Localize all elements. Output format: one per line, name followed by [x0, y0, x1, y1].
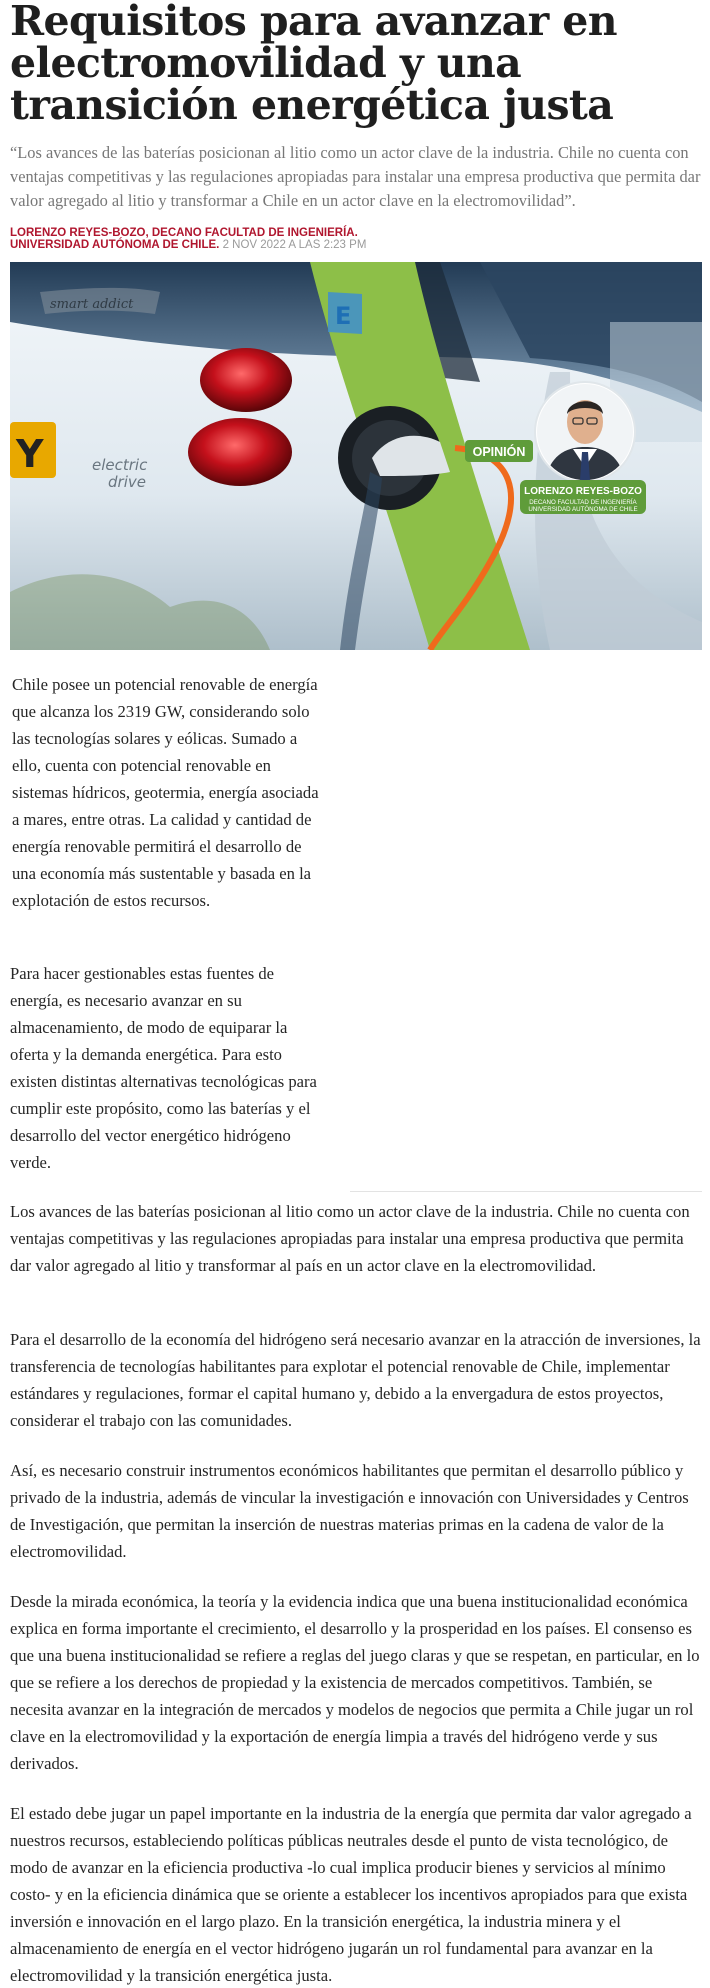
paragraph-3-text: Los avances de las baterías posicionan al litio como un actor clave de la industria. Chile no cuenta con ventajas competitivas y las regulaciones apropiadas para instalar una empresa productiva que permita dar valor agregado al litio y transformar al país en un actor clave en la electromovilidad. — [10, 1202, 690, 1275]
paragraph-5: Así, es necesario construir instrumentos económicos habilitantes que permitan el desarrollo público y privado de la industria, además de vincular la investigación e innovación con Universidades y Centros de Investigación, que permitan la inserción de nuestras materias primas en la cadena de valor de la electromovilidad. — [10, 1461, 689, 1561]
article-header — [10, 0, 702, 251]
svg-text:DECANO FACULTAD DE INGENIERÍA: DECANO FACULTAD DE INGENIERÍA — [529, 499, 637, 506]
publish-date: 2 NOV 2022 A LAS 2:23 PM — [222, 239, 367, 251]
byline-author[interactable]: LORENZO REYES-BOZO, DECANO FACULTAD DE INGENIERÍA. — [10, 227, 358, 239]
byline — [10, 227, 702, 251]
author-caption — [520, 480, 646, 514]
svg-text:UNIVERSIDAD AUTÓNOMA DE CHILE: UNIVERSIDAD AUTÓNOMA DE CHILE — [528, 506, 638, 513]
car-badge: smart addict — [50, 297, 134, 312]
tail-light-lower — [188, 418, 292, 486]
paragraph-2: Para hacer gestionables estas fuentes de energía, es necesario avanzar en su almacenamiento, de modo de equiparar la oferta y la demanda energética. Para esto existen distintas alternativas tecnológicas para cumplir este propósito, como las baterías y el desarrollo del vector energético hidrógeno verde. — [10, 964, 317, 1172]
svg-text:OPINIÓN: OPINIÓN — [472, 445, 526, 459]
svg-text:Y: Y — [16, 432, 44, 476]
article-title: Requisitos para avanzar en electromovilidad y una transición energética justa — [10, 0, 617, 129]
paragraph-4: Para el desarrollo de la economía del hidrógeno será necesario avanzar en la atracción de inversiones, la transferencia de tecnologías habilitantes para explotar el potencial renovable de Chile, implementar estándares y regulaciones, formar el capital humano y, debido a la envergadura de estos proyectos, considerar el trabajo con las comunidades. — [10, 1330, 701, 1430]
svg-text:drive: drive — [108, 473, 146, 491]
article-lead: “Los avances de las baterías posicionan al litio como un actor clave de la industria. Chile no cuenta con ventajas competitivas y las regulaciones apropiadas para instalar una empresa productiva que permita dar valor agregado al litio y transformar a Chile en un actor clave en la electromovilidad”. — [10, 143, 701, 210]
tail-light-upper — [200, 348, 292, 412]
paragraph-1: Chile posee un potencial renovable de energía que alcanza los 2319 GW, considerando solo las tecnologías solares y eólicas. Sumado a ello, cuenta con potencial renovable en sistemas hídricos, geotermia, energía asociada a mares, entre otras. La calidad y cantidad de energía renovable permitirá el desarrollo de una economía más sustentable y basada en la explotación de estos recursos. — [12, 675, 319, 910]
paragraph-6: Desde la mirada económica, la teoría y la evidencia indica que una buena institucionalidad económica explica en forma importante el crecimiento, el desarrollo y la prosperidad en los países. El consenso es que una buena institucionalidad se refiere a reglas del juego claras y que se respetan, en particular, en lo que se refiere a los derechos de propiedad y la existencia de mercados competitivos. También, se necesita avanzar en la integración de mercados y modelos de negocios que permita a Chile jugar un rol clave en la electromovilidad y la exportación de energía limpia a través del hidrógeno verde y sus derivados. — [10, 1592, 700, 1773]
opinion-tag — [465, 440, 533, 462]
author-avatar — [535, 382, 635, 484]
svg-text:LORENZO REYES-BOZO: LORENZO REYES-BOZO — [524, 486, 642, 497]
electric-car-charging-illustration — [10, 262, 702, 650]
svg-text:electric: electric — [92, 456, 148, 474]
svg-text:E: E — [335, 302, 352, 330]
divider — [350, 1191, 702, 1192]
paragraph-7: El estado debe jugar un papel importante en la industria de la energía que permita dar valor agregado a nuestros recursos, estableciendo políticas públicas neutrales desde el punto de vista tecnológico, de modo de avanzar en la eficiencia productiva -lo cual implica producir bienes y servicios al mínimo costo- y en la eficiencia dinámica que se oriente a establecer los incentivos apropiados para que exista inversión e innovación en el largo plazo. En la transición energética, la industria minera y el almacenamiento de energía en el vector hidrógeno jugarán un rol fundamental para avanzar en la electromovilidad y la transición energética justa. — [10, 1804, 692, 1985]
byline-affiliation[interactable]: UNIVERSIDAD AUTÓNOMA DE CHILE. — [10, 239, 220, 251]
hero-image — [10, 262, 702, 650]
paragraph-3 — [10, 1198, 704, 1279]
